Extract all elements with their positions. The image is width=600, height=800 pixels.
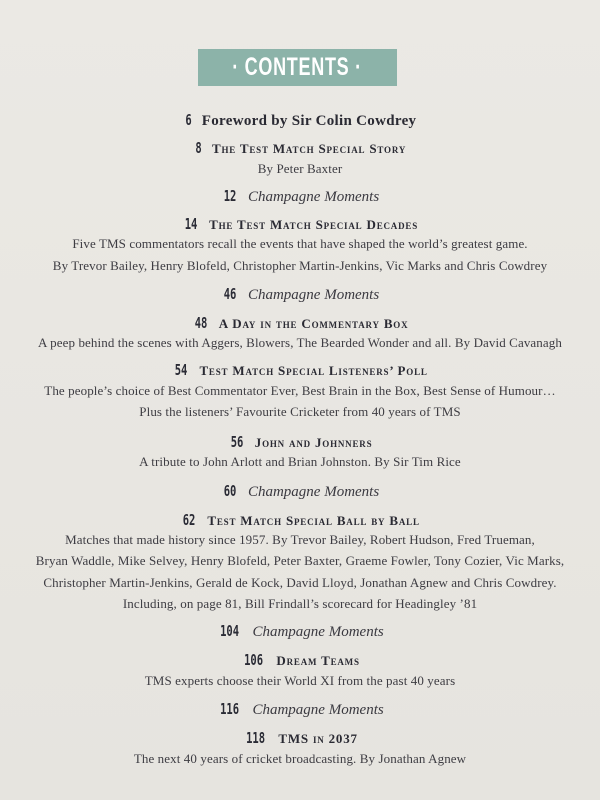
entry-heading	[0, 284, 600, 304]
entry-title: Test Match Special Ball by Ball	[207, 513, 420, 528]
entry-heading	[0, 621, 600, 641]
entry-page-number: 56	[230, 433, 243, 451]
entry-heading	[0, 699, 600, 719]
entry-title: Test Match Special Listeners’ Poll	[199, 363, 428, 378]
entry-page-number: 118	[246, 729, 266, 747]
entry-heading	[0, 728, 600, 747]
entry-title: The Test Match Special Decades	[209, 217, 418, 232]
entry-title: Champagne Moments	[252, 624, 384, 640]
entry-page-number: 46	[223, 285, 237, 303]
entry-page-number: 6	[185, 111, 192, 129]
entry-description: Plus the listeners’ Favourite Cricketer from 40 years of TMS	[139, 404, 461, 419]
entry-heading	[0, 214, 600, 233]
entry-title: Champagne Moments	[247, 189, 380, 205]
entry-page-number: 12	[223, 187, 237, 205]
entry-heading	[0, 138, 600, 157]
entry-title: Dream Teams	[276, 653, 360, 668]
entry-description: Bryan Waddle, Mike Selvey, Henry Blofeld, Peter Baxter, Graeme Fowler, Tony Cozier, Vic Marks,	[35, 553, 565, 568]
entry-heading	[0, 360, 600, 379]
entry-description: Including, on page 81, Bill Frindall’s scorecard for Headingley ’81	[122, 596, 478, 611]
entry-title: A Day in the Commentary Box	[218, 316, 409, 331]
entry-heading	[0, 481, 600, 501]
entry-page-number: 62	[182, 511, 196, 529]
entry-description: Matches that made history since 1957. By Trevor Bailey, Robert Hudson, Fred Trueman,	[65, 532, 535, 547]
entry-page-number: 106	[244, 651, 264, 669]
entry-description: Five TMS commentators recall the events that have shaped the world’s greatest game.	[72, 236, 528, 251]
entry-heading	[0, 432, 600, 451]
entry-page-number: 60	[223, 482, 237, 500]
entry-page-number: 104	[220, 622, 240, 640]
entry-page-number: 14	[184, 215, 198, 233]
entry-title: Foreword by Sir Colin Cowdrey	[201, 113, 417, 129]
entry-description: A peep behind the scenes with Aggers, Blowers, The Bearded Wonder and all. By David Cavanagh	[38, 335, 562, 350]
entry-description: By Peter Baxter	[257, 161, 343, 176]
entry-description: The next 40 years of cricket broadcasting. By Jonathan Agnew	[133, 751, 467, 766]
entry-title: TMS in 2037	[278, 731, 358, 746]
entry-title: The Test Match Special Story	[212, 141, 407, 156]
entry-description: Christopher Martin-Jenkins, Gerald de Kock, David Lloyd, Jonathan Agnew and Chris Cowdrey.	[43, 575, 557, 590]
entry-title: Champagne Moments	[252, 702, 384, 718]
entry-description: A tribute to John Arlott and Brian Johnston. By Sir Tim Rice	[139, 454, 461, 469]
entry-page-number: 48	[194, 314, 207, 332]
entry-page-number: 8	[195, 139, 202, 157]
entry-title: John and Johnners	[254, 435, 373, 450]
entry-title: Champagne Moments	[247, 287, 380, 303]
contents-banner-label: · CONTENTS ·	[232, 53, 363, 81]
entry-description: TMS experts choose their World XI from the past 40 years	[144, 673, 456, 688]
entry-heading	[0, 313, 600, 332]
entry-description: By Trevor Bailey, Henry Blofeld, Christopher Martin-Jenkins, Vic Marks and Chris Cowdrey	[52, 258, 548, 273]
entry-heading	[0, 110, 600, 130]
entry-description: The people’s choice of Best Commentator Ever, Best Brain in the Box, Best Sense of Humour…	[44, 383, 556, 398]
entry-page-number: 116	[220, 700, 240, 718]
entry-title: Champagne Moments	[247, 484, 380, 500]
entry-page-number: 54	[175, 361, 188, 379]
contents-banner	[198, 49, 397, 86]
entry-heading	[0, 186, 600, 206]
entry-heading	[0, 650, 600, 669]
entry-heading	[0, 510, 600, 529]
